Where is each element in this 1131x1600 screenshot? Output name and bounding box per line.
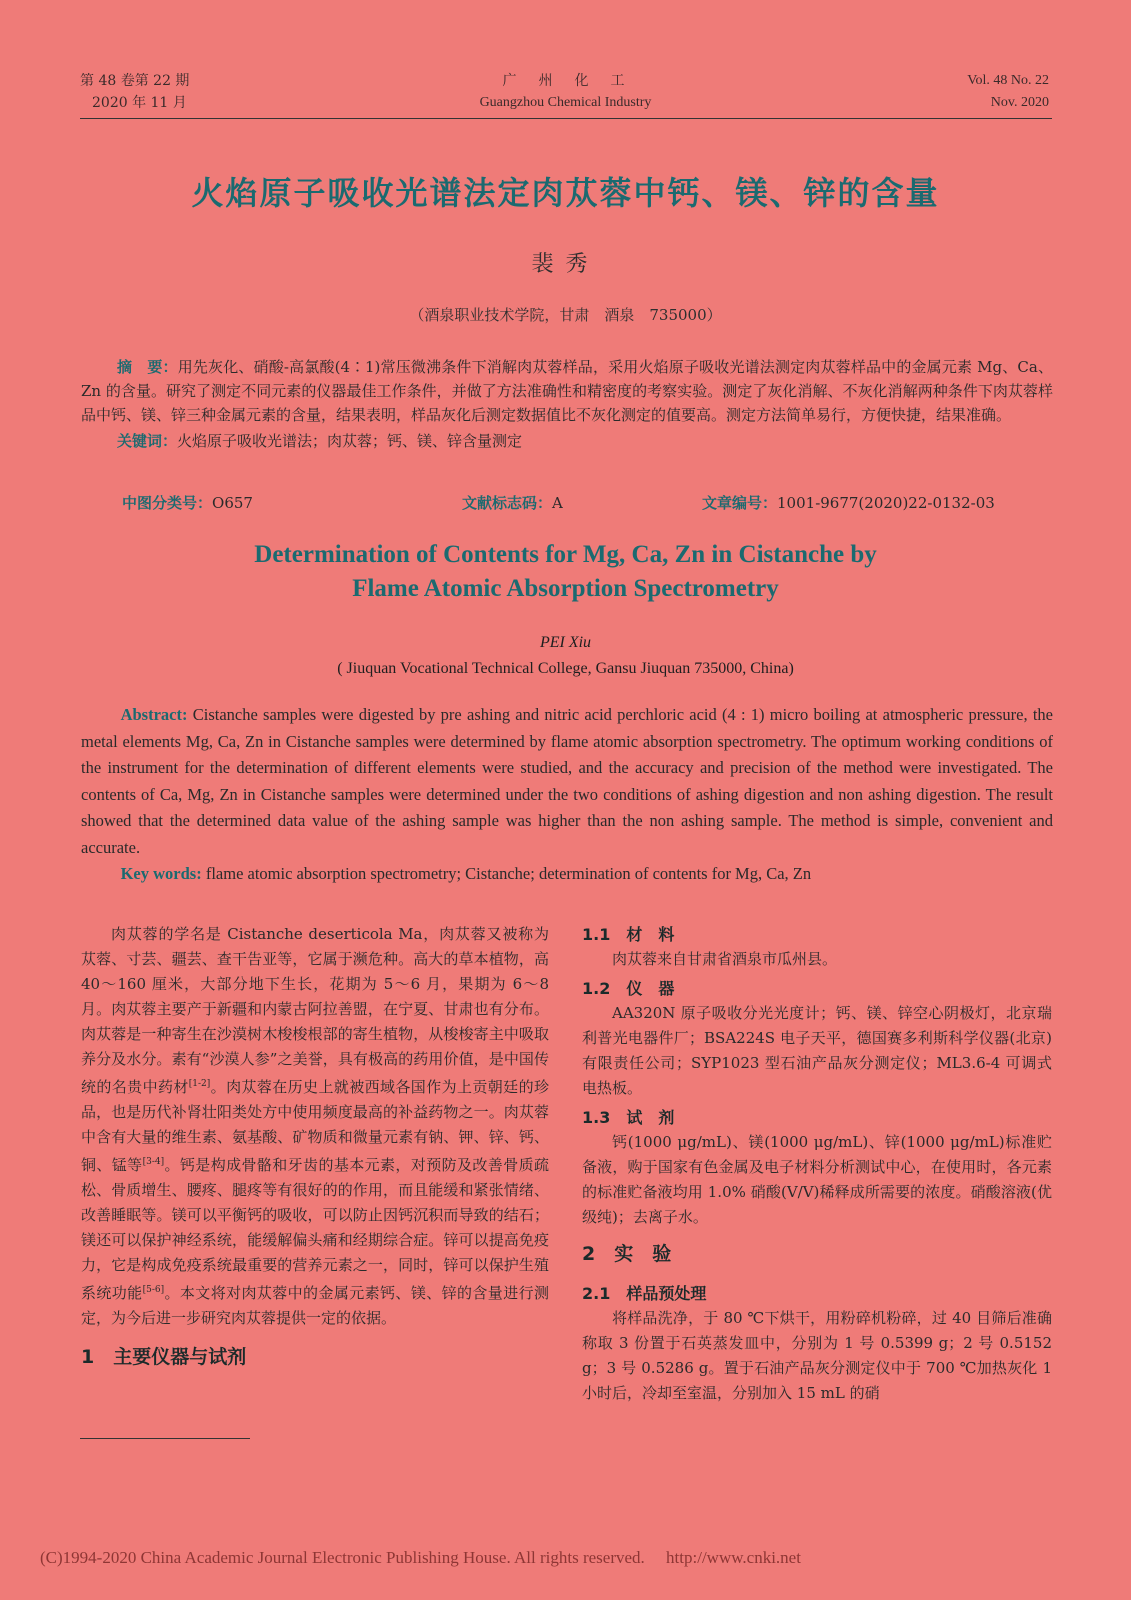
section-2-1-heading: 2.1 样品预处理 <box>582 1284 707 1303</box>
abstract-cn <box>81 355 1053 453</box>
doc-label: 文献标志码： <box>462 494 553 512</box>
affiliation-cn: （酒泉职业技术学院，甘肃 酒泉 735000） <box>409 306 722 324</box>
abstract-cn-label: 摘 要： <box>117 358 178 376</box>
volume-issue-cn: 第 48 卷第 22 期 <box>80 73 190 89</box>
right-column <box>582 922 1052 1406</box>
section-1-2-heading: 1.2 仪 器 <box>582 979 675 998</box>
section-2-heading: 2 实 验 <box>582 1243 672 1265</box>
header-right <box>967 70 1049 114</box>
volume-issue-en: Vol. 48 No. 22 <box>967 73 1049 88</box>
intro-paragraph <box>81 922 549 1331</box>
intro-text-c: 。钙是构成骨骼和牙齿的基本元素，对预防及改善骨质疏松、骨质增生、腰疼、腿疼等有很好的的作用，而且能缓和紧张情绪、改善睡眠等。镁可以平衡钙的吸收，可以防止因钙沉积而导致的结石；镁还可以保护神经系统，能缓解偏头痛和经期综合症。锌可以提高免疫力，它是构成免疫系统最重要的营养元素之一，同时，锌可以保护生殖系统功能 <box>81 1156 549 1302</box>
date-en: Nov. 2020 <box>990 95 1049 110</box>
section-2-1-text: 将样品洗净，于 80 ℃下烘干，用粉碎机粉碎，过 40 目筛后准确称取 3 份置于石英蒸发皿中，分别为 1 号 0.5399 g；2 号 0.5152 g；3 号 0.5286 g。置于石油产品灰分测定仪中于 700 ℃加热灰化 1 小时后，冷却至室温，分别加入 15 mL 的硝 <box>582 1309 1052 1402</box>
article-value: 1001-9677(2020)22-0132-03 <box>777 494 995 512</box>
citation: [1-2] <box>188 1079 211 1089</box>
abstract-en-label: Abstract: <box>120 705 188 724</box>
title-cn: 火焰原子吸收光谱法定肉苁蓉中钙、镁、锌的含量 <box>191 174 940 212</box>
article-label: 文章编号： <box>702 494 778 512</box>
intro-text-b: 。肉苁蓉在历史上就被西域各国作为上贡朝廷的珍品，也是历代补肾壮阳类处方中使用频度最高的补益药物之一。肉苁蓉中含有大量的维生素、氨基酸、矿物质和微量元素有钠、钾、锌、钙、铜、锰等 <box>81 1078 549 1174</box>
header-rule <box>80 118 1052 119</box>
clc-value: O657 <box>212 494 253 512</box>
affiliation-en: ( Jiuquan Vocational Technical College, Gansu Jiuquan 735000, China) <box>337 660 794 677</box>
journal-name-en: Guangzhou Chemical Industry <box>479 95 652 110</box>
author-cn: 裴秀 <box>531 252 600 277</box>
doc-value: A <box>552 494 563 512</box>
copyright-footer: (C)1994-2020 China Academic Journal Electronic Publishing House. All rights reserved. http://www.cnki.net <box>40 1548 801 1567</box>
clc-label: 中图分类号： <box>122 494 213 512</box>
citation: [5-6] <box>142 1285 165 1295</box>
article-number <box>702 492 995 513</box>
title-en-line2: Flame Atomic Absorption Spectrometry <box>352 575 779 602</box>
citation: [3-4] <box>142 1157 165 1167</box>
section-1-1-text: 肉苁蓉来自甘肃省酒泉市瓜州县。 <box>612 950 838 968</box>
header-center <box>0 70 1131 114</box>
title-en-line1: Determination of Contents for Mg, Ca, Zn in Cistanche by <box>254 541 877 568</box>
title-en <box>0 538 1131 606</box>
journal-name-cn: 广 州 化 工 <box>502 73 629 89</box>
abstract-en <box>81 702 1053 888</box>
intro-text-d: 。本文将对肉苁蓉中的金属元素钙、镁、锌的含量进行测定，为今后进一步研究肉苁蓉提供一定的依据。 <box>81 1284 549 1327</box>
section-1-3-heading: 1.3 试 剂 <box>582 1108 675 1127</box>
left-column <box>81 922 549 1370</box>
date-cn: 2020 年 11 月 <box>92 95 187 111</box>
abstract-en-text: Cistanche samples were digested by pre ashing and nitric acid perchloric acid (4 : 1) micro boiling at atmospheric pressure, the metal elements Mg, Ca, Zn in Cistanche samples were determined by flame atomic absorption spectrometry. The optimum working conditions of the instrument for the determination of different elements were studied, and the accuracy and precision of the method were investigated. The contents of Ca, Mg, Zn in Cistanche samples were determined under the two conditions of ashing digestion and non ashing digestion. The result showed that the determined data value of the ashing sample was higher than the non ashing sample. The method is simple, convenient and accurate. <box>81 705 1053 857</box>
footnote-rule <box>80 1438 250 1439</box>
intro-text-a: 肉苁蓉的学名是 Cistanche deserticola Ma，肉苁蓉又被称为苁蓉、寸芸、疆芸、查干告亚等，它属于濒危种。高大的草本植物，高 40～160 厘米，大部分地下生长，花期为 5～6 月，果期为 6～8 月。肉苁蓉主要产于新疆和内蒙古阿拉善盟，在宁夏、甘肃也有分布。肉苁蓉是一种寄生在沙漠树木梭梭根部的寄生植物，从梭梭寄主中吸取养分及水分。素有“沙漠人参”之美誉，具有极高的药用价值，是中国传统的名贵中药材 <box>81 925 549 1096</box>
section-1-3-text: 钙(1000 μg/mL)、镁(1000 μg/mL)、锌(1000 μg/mL)标准贮备液，购于国家有色金属及电子材料分析测试中心，在使用时，各元素的标准贮备液均用 1.0% 硝酸(V/V)稀释成所需要的浓度。硝酸溶液(优级纯)；去离子水。 <box>582 1133 1052 1226</box>
abstract-cn-text: 用先灰化、硝酸-高氯酸(4∶1)常压微沸条件下消解肉苁蓉样品，采用火焰原子吸收光谱法测定肉苁蓉样品中的金属元素 Mg、Ca、Zn 的含量。研究了测定不同元素的仪器最佳工作条件，并做了方法准确性和精密度的考察实验。测定了灰化消解、不灰化消解两种条件下肉苁蓉样品中钙、镁、锌三种金属元素的含量，结果表明，样品灰化后测定数据值比不灰化测定的值要高。测定方法简单易行，方便快捷，结果准确。 <box>81 358 1053 424</box>
clc-number <box>122 492 253 513</box>
section-1-heading: 1 主要仪器与试剂 <box>81 1346 247 1368</box>
keywords-en-text: flame atomic absorption spectrometry; Cistanche; determination of contents for Mg, Ca, Zn <box>201 864 812 883</box>
author-en: PEI Xiu <box>539 634 592 651</box>
document-code <box>462 492 563 513</box>
section-1-1-heading: 1.1 材 料 <box>582 925 675 944</box>
keywords-en-label: Key words: <box>120 864 202 883</box>
keywords-cn-text: 火焰原子吸收光谱法；肉苁蓉；钙、镁、锌含量测定 <box>177 432 523 450</box>
section-1-2-text: AA320N 原子吸收分光光度计；钙、镁、锌空心阴极灯，北京瑞利普光电器件厂；BSA224S 电子天平，德国赛多利斯科学仪器(北京)有限责任公司；SYP1023 型石油产品灰分测定仪；ML3.6-4 可调式电热板。 <box>582 1004 1052 1097</box>
keywords-cn-label: 关键词： <box>117 432 178 450</box>
